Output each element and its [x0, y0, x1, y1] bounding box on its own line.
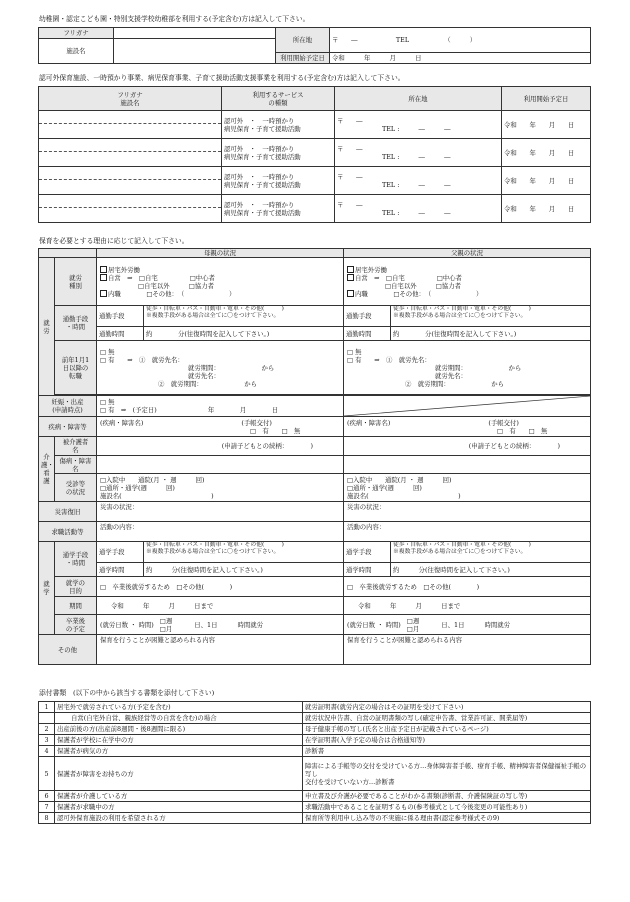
school-commute-label: 通学手段 ・時間	[55, 542, 97, 577]
father-other[interactable]: 保育を行うことが困難と認められる内容	[344, 635, 591, 665]
after-grad-label: 卒業後 の予定	[55, 615, 97, 635]
jobseek-label: 求職活動等	[39, 522, 97, 542]
reason-table	[38, 248, 591, 665]
table-row	[39, 713, 591, 724]
mother-period[interactable]: 令和 年 月 日まで	[97, 597, 344, 615]
father-purpose[interactable]: □ 卒業後就労するため □その他( )	[344, 577, 591, 597]
attach-condition: 保護者が病気の方	[55, 746, 303, 757]
father-after-grad[interactable]: (就労日数 ・ 時間) □週 □月 日、1日 時間就労	[344, 615, 591, 635]
father-period[interactable]: 令和 年 月 日まで	[344, 597, 591, 615]
father-job-change[interactable]: □ 無 □ 有 ⇒ ① 就労先名： 就労期間： から 就労先名： ② 就労期間： から	[344, 341, 591, 395]
mother-care-person[interactable]: (申請子どもとの続柄： )	[97, 437, 344, 456]
section3-heading: 保育を必要とする理由に応じて記入して下さい。	[39, 237, 189, 245]
kindergarten-table	[38, 27, 591, 64]
mother-purpose[interactable]: □ 卒業後就労するため □その他( )	[97, 577, 344, 597]
table-row	[39, 702, 591, 713]
attach-no	[39, 713, 55, 724]
col-service-header: 利用するサービス の種類	[222, 87, 335, 111]
table-row	[39, 802, 591, 813]
attach-document: 母子健康手帳の写し(氏名と出産予定日が記載されているページ)	[303, 724, 591, 735]
mother-disaster[interactable]: 災害の状況：	[97, 502, 344, 522]
father-school-commute[interactable]: 通学手段 徒歩・自転車・バス・自動車・電車・その他( ) ※複数手段がある場合は全てに〇をつけて下さい。 通学時間 約 分(往復時間を記入して下さい。)	[344, 542, 591, 577]
purpose-label: 就学の 目的	[55, 577, 97, 597]
facility-label: 施設名	[39, 39, 114, 64]
father-care-illness[interactable]	[344, 456, 591, 474]
start-date-field[interactable]: 令和 年 月 日	[330, 53, 591, 64]
section2-heading: 認可外保育施設、一時預かり事業、病児保育事業、子育て援助活動支援事業を利用する(予定含む)方は記入して下さい。	[39, 74, 405, 82]
address-label: 所在地	[276, 28, 330, 53]
attach-no: 8	[39, 813, 55, 824]
father-disaster[interactable]: 災害の状況：	[344, 502, 591, 522]
mother-care-visit[interactable]: □入院中 通院(月 ・ 週 回) □通所・通学(週 回) 施設名( )	[97, 474, 344, 502]
table-row: 認可外 ・ 一時預かり 病児保育・子育て援助活動 〒 ― TEL : ― ― 令和 年 月 日	[39, 167, 591, 195]
furigana-field[interactable]	[114, 28, 276, 39]
section4-heading: 添付書類 (以下の中から該当する書類を添付して下さい)	[39, 689, 215, 697]
care-label: 介護・看護	[39, 437, 55, 502]
facility-field[interactable]	[114, 39, 276, 64]
attach-condition: 保護者が障害をお持ちの方	[55, 757, 303, 791]
table-row	[39, 813, 591, 824]
attach-no: 7	[39, 802, 55, 813]
period-label: 期間	[55, 597, 97, 615]
mother-other[interactable]: 保育を行うことが困難と認められる内容	[97, 635, 344, 665]
mother-commute[interactable]: 通勤手段 徒歩・自転車・バス・自動車・電車・その他( ) ※複数手段がある場合は全てに〇をつけて下さい。 通勤時間 約 分(往復時間を記入して下さい。)	[97, 306, 344, 341]
table-row	[39, 724, 591, 735]
table-row	[39, 791, 591, 802]
table-row	[39, 735, 591, 746]
job-change-label: 前年1月1 日以降の 転職	[55, 341, 97, 395]
furigana-label: フリガナ	[39, 28, 114, 39]
col-facility-header: フリガナ 施設名	[39, 87, 222, 111]
father-header: 父親の状況	[344, 249, 591, 258]
attach-document: 診断書	[303, 746, 591, 757]
attach-condition: 出産前後の方(出産前8週間・後8週間に限る)	[55, 724, 303, 735]
table-row	[39, 746, 591, 757]
work-label: 就労	[39, 258, 55, 396]
care-person-label: 被介護者 名	[55, 437, 97, 456]
attach-no: 4	[39, 746, 55, 757]
mother-after-grad[interactable]: (就労日数 ・ 時間) □週 □月 日、1日 時間就労	[97, 615, 344, 635]
other-care-table	[38, 86, 591, 223]
mother-job-change[interactable]: □ 無 □ 有 ⇒ ① 就労先名： 就労期間： から 就労先名： ② 就労期間： から	[97, 341, 344, 395]
pregnancy-label: 妊娠・出産 (申請時点)	[39, 396, 97, 417]
job-type-label: 就労 種別	[55, 258, 97, 306]
illness-label: 疾病・障害等	[39, 417, 97, 437]
col-address-header: 所在地	[335, 87, 502, 111]
attach-no: 5	[39, 757, 55, 791]
attach-no: 6	[39, 791, 55, 802]
address-field[interactable]: 〒 ― TEL （ ）	[330, 28, 591, 53]
mother-job-type[interactable]: 居宅外労働 自営 ⇒ □自宅 □中心者 □自宅以外 □協力者 内職 □その他： （ ）	[97, 258, 344, 306]
attach-condition: 居宅外で就労されている方(予定を含む)	[55, 702, 303, 713]
attach-condition: 自営(自宅外自営、親族経営等の自営を含む)の場合	[55, 713, 303, 724]
attachments-table	[38, 701, 591, 824]
school-label: 就学	[39, 542, 55, 635]
section1-heading: 幼稚園・認定こども園・特別支援学校幼稚部を利用する(予定含む)方は記入して下さい。	[39, 15, 310, 23]
father-illness[interactable]: (疾病・障害名) (手帳交付) □ 有 □ 無	[344, 417, 591, 437]
commute-label: 通勤手段 ・時間	[55, 306, 97, 341]
table-row: 認可外 ・ 一時預かり 病児保育・子育て援助活動 〒 ― TEL : ― ― 令和 年 月 日	[39, 195, 591, 223]
father-care-person[interactable]: (申請子どもとの続柄： )	[344, 437, 591, 456]
attach-condition: 保護者が求職中の方	[55, 802, 303, 813]
other-label: その他	[39, 635, 97, 665]
father-job-type[interactable]: 居宅外労働 自営 ⇒ □自宅 □中心者 □自宅以外 □協力者 内職 □その他： （ ）	[344, 258, 591, 306]
mother-care-illness[interactable]	[97, 456, 344, 474]
mother-school-commute[interactable]: 通学手段 徒歩・自転車・バス・自動車・電車・その他( ) ※複数手段がある場合は全てに〇をつけて下さい。 通学時間 約 分(往復時間を記入して下さい。)	[97, 542, 344, 577]
attach-document: 就労状況申告書、自営の証明書類の写し(確定申告書、営業許可証、開業届等)	[303, 713, 591, 724]
father-jobseek[interactable]: 活動の内容：	[344, 522, 591, 542]
attach-no: 2	[39, 724, 55, 735]
table-row: 認可外 ・ 一時預かり 病児保育・子育て援助活動 〒 ― TEL : ― ― 令和 年 月 日	[39, 111, 591, 139]
attach-condition: 保護者が介護している方	[55, 791, 303, 802]
attach-document: 障害による手帳等の交付を受けている方…身体障害者手帳、療育手帳、精神障害者保健福祉手帳の写し 交付を受けていない方…診断書	[303, 757, 591, 791]
mother-illness[interactable]: (疾病・障害名) (手帳交付) □ 有 □ 無	[97, 417, 344, 437]
attach-document: 申立書及び介護が必要であることがわかる書類(診断書、介護保険証の写し等)	[303, 791, 591, 802]
col-startdate-header: 利用開始予定日	[502, 87, 591, 111]
mother-pregnancy[interactable]: □ 無 □ 有 ⇒ (予定日) 年 月 日	[97, 396, 344, 417]
father-pregnancy-na	[344, 396, 591, 417]
attach-document: 就労証明書(就労内定の場合はその証明を受けて下さい)	[303, 702, 591, 713]
mother-header: 母親の状況	[97, 249, 344, 258]
care-visit-label: 受診等 の状況	[55, 474, 97, 502]
care-illness-label: 傷病・障害 名	[55, 456, 97, 474]
start-date-label: 利用開始予定日	[276, 53, 330, 64]
attach-no: 3	[39, 735, 55, 746]
table-row	[39, 757, 591, 791]
attach-condition: 保護者が学校に在学中の方	[55, 735, 303, 746]
mother-jobseek[interactable]: 活動の内容：	[97, 522, 344, 542]
attach-document: 在学証明書(入学予定の場合は合格通知等)	[303, 735, 591, 746]
father-commute[interactable]: 通勤手段 徒歩・自転車・バス・自動車・電車・その他( ) ※複数手段がある場合は全てに〇をつけて下さい。 通勤時間 約 分(往復時間を記入して下さい。)	[344, 306, 591, 341]
father-care-visit[interactable]: □入院中 通院(月 ・ 週 回) □通所・通学(週 回) 施設名( )	[344, 474, 591, 502]
attach-condition: 認可外保育施設の利用を希望される方	[55, 813, 303, 824]
attach-no: 1	[39, 702, 55, 713]
table-row: 認可外 ・ 一時預かり 病児保育・子育て援助活動 〒 ― TEL : ― ― 令和 年 月 日	[39, 139, 591, 167]
attach-document: 求職活動中であることを証明するもの(参考様式として今後変更の可能性あり)	[303, 802, 591, 813]
attach-document: 保育所等利用申し込み等の不実施に係る理由書(認定参考様式その9)	[303, 813, 591, 824]
disaster-label: 災害復旧	[39, 502, 97, 522]
